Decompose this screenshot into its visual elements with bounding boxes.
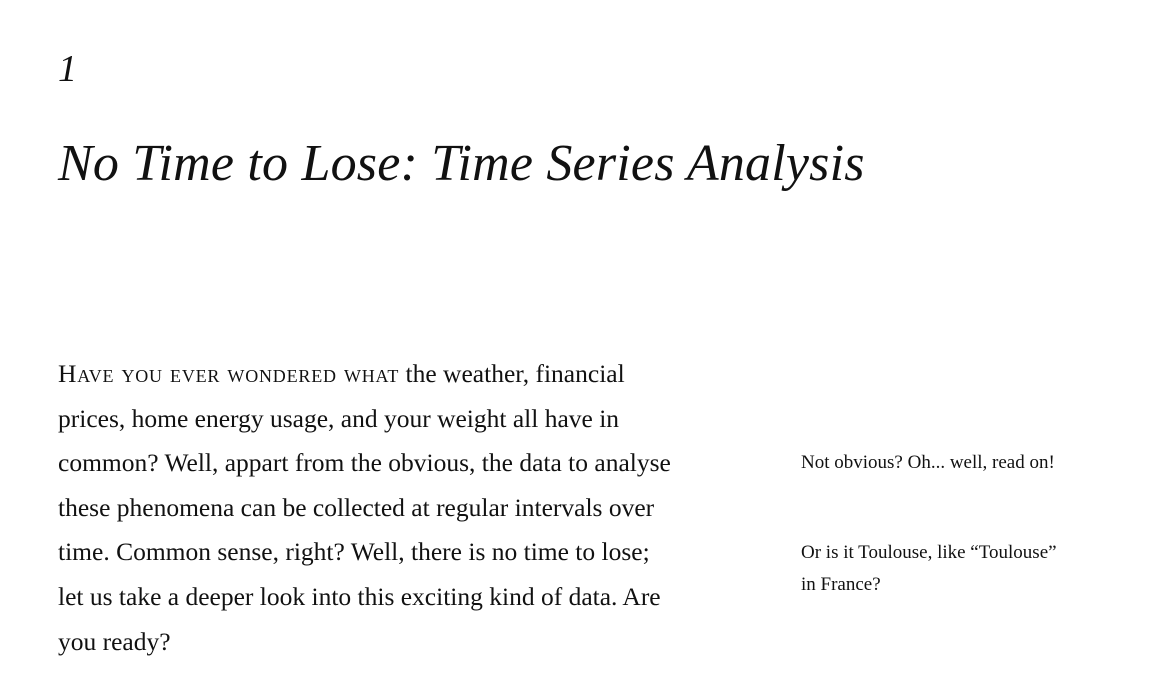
sidenote-not-obvious: Not obvious? Oh... well, read on! xyxy=(801,452,1055,473)
paragraph-line-4: these phenomena can be collected at regular intervals over xyxy=(58,492,655,522)
paragraph-line-7: you ready? xyxy=(58,626,171,656)
sidenote-toulouse-line-1: Or is it Toulouse, like “Toulouse” xyxy=(801,542,1057,563)
paragraph-line-2: prices, home energy usage, and your weight all have in xyxy=(58,403,620,433)
lead-in-smallcaps: Have you ever wondered what xyxy=(58,359,400,388)
chapter-number: 1 xyxy=(58,48,77,90)
chapter-title: No Time to Lose: Time Series Analysis xyxy=(58,135,865,192)
paragraph-line-1-rest: the weather, financial xyxy=(399,359,625,388)
paragraph-line-3: common? Well, appart from the obvious, the data to analyse xyxy=(58,448,671,478)
sidenote-toulouse xyxy=(801,537,1131,601)
paragraph-line-1 xyxy=(58,352,758,397)
sidenote-toulouse-line-2: in France? xyxy=(801,574,881,595)
main-paragraph xyxy=(58,352,758,664)
paragraph-line-5: time. Common sense, right? Well, there is no time to lose; xyxy=(58,537,650,567)
paragraph-line-6: let us take a deeper look into this exciting kind of data. Are xyxy=(58,581,661,611)
